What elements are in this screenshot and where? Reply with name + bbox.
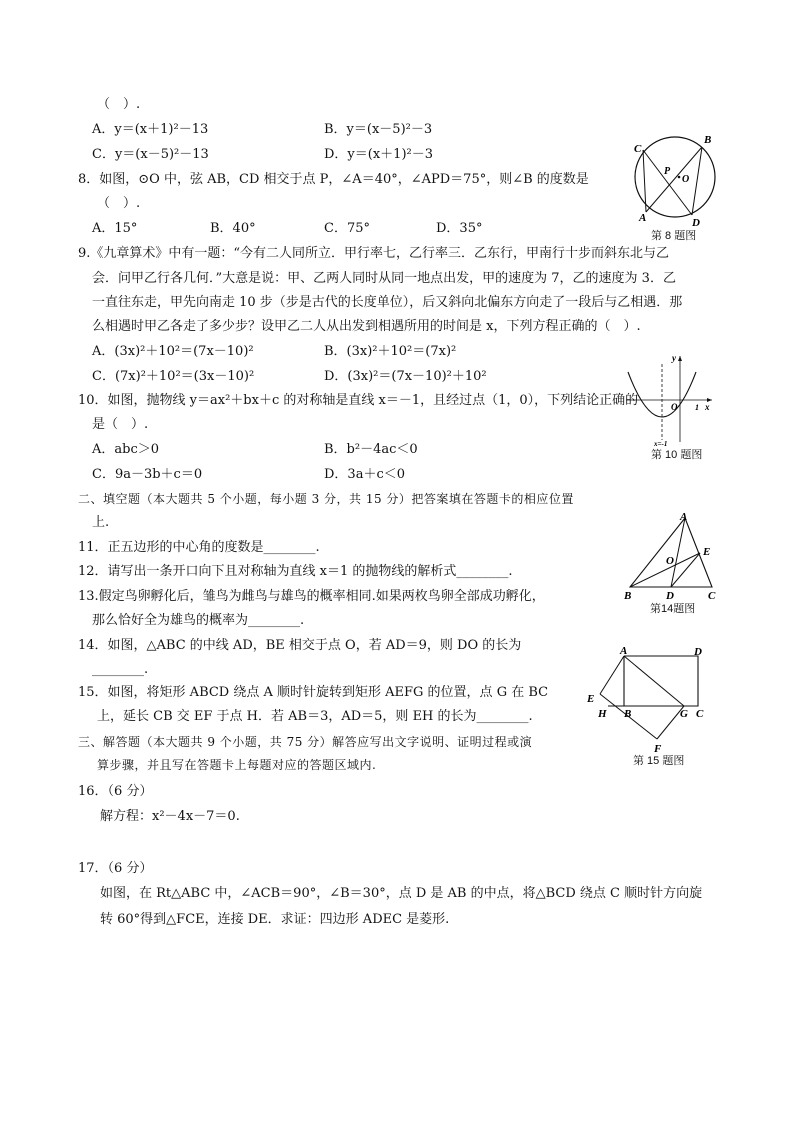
fig8-label-c: C	[634, 143, 642, 155]
q8-option-b: B．40°	[210, 221, 256, 236]
section-3-heading: 三、解答题（本大题共 9 个小题，共 75 分）解答应写出文字说明、证明过程或演	[78, 735, 533, 749]
q10-stem: 10．如图，抛物线 y＝ax²＋bx＋c 的对称轴是直线 x＝－1，且经过点（1，0），下列结论正确的	[78, 393, 639, 408]
fig15-label-f: F	[654, 743, 662, 754]
q9-option-c: C．(7x)²＋10²＝(3x－10)²	[92, 369, 255, 384]
fig15-label-g: G	[680, 708, 688, 720]
fig8-caption: 第 8 题图	[651, 230, 697, 242]
section-2-heading-cont: 上.	[92, 515, 110, 530]
fig8-label-a: A	[639, 212, 647, 224]
q7-answer-paren: （ ）.	[97, 97, 141, 112]
q16-heading: 16．（6 分）	[78, 784, 153, 799]
fig8-label-b: B	[704, 134, 712, 146]
figure-8-circle-diagram	[628, 130, 718, 230]
fig14-label-a: A	[680, 511, 688, 523]
q14-stem: 14．如图，△ABC 的中线 AD，BE 相交于点 O，若 AD＝9，则 DO 的长为	[78, 638, 522, 653]
q13-stem-1: 13.假定鸟卵孵化后，雏鸟为雌鸟与雄鸟的概率相同.如果两枚鸟卵全部成功孵化，	[78, 589, 545, 604]
figure-15-rectangle-diagram	[582, 644, 716, 754]
q9-stem-1: 9.《九章算术》中有一题：“今有二人同所立．甲行率七，乙行率三．乙东行，甲南行十步而斜东北与乙	[78, 246, 670, 261]
q17-stem-2: 转 60°得到△FCE，连接 DE．求证：四边形 ADEC 是菱形.	[100, 912, 450, 927]
fig15-label-a: A	[620, 645, 628, 657]
q8-option-c: C．75°	[324, 221, 370, 236]
q9-option-a: A．(3x)²＋10²＝(7x－10)²	[92, 344, 254, 359]
fig8-label-o: O	[682, 174, 690, 185]
q10-option-c: C．9a－3b＋c＝0	[92, 467, 203, 482]
fig14-label-b: B	[624, 590, 632, 602]
figure-10-parabola-diagram	[622, 352, 714, 448]
fig15-label-d: D	[694, 646, 702, 658]
fig15-caption: 第 15 题图	[633, 755, 685, 767]
q17-stem-1: 如图，在 Rt△ABC 中，∠ACB＝90°，∠B＝30°，点 D 是 AB 的中点，将△BCD 绕点 C 顺时针方向旋	[100, 886, 703, 901]
q9-option-b: B．(3x)²＋10²＝(7x)²	[324, 344, 457, 359]
q8-stem: 8．如图，⊙O 中，弦 AB，CD 相交于点 P，∠A＝40°，∠APD＝75°，则∠B 的度数是	[78, 172, 589, 187]
fig14-label-e: E	[703, 546, 711, 558]
q10-option-a: A．abc＞0	[92, 442, 160, 457]
q10-option-b: B．b²－4ac＜0	[324, 442, 418, 457]
q8-option-a: A．15°	[92, 221, 138, 236]
fig15-label-e: E	[587, 693, 595, 705]
fig10-label-x: x	[705, 402, 710, 412]
fig10-label-o: O	[671, 402, 678, 412]
q9-stem-3: 一直往东走，甲先向南走 10 步（步是古代的长度单位），后又斜向北偏东方向走了一段后与乙相遇．那	[92, 295, 683, 310]
q13-stem-2: 那么恰好全为雄鸟的概率为________.	[92, 613, 305, 628]
q7-option-a: A．y＝(x＋1)²－13	[92, 122, 209, 137]
q9-stem-4: 么相遇时甲乙各走了多少步？设甲乙二人从出发到相遇所用的时间是 x，下列方程正确的（ ）.	[92, 319, 641, 334]
q17-heading: 17．（6 分）	[78, 861, 153, 876]
q7-option-b: B．y＝(x－5)²－3	[324, 122, 433, 137]
fig15-label-h: H	[598, 708, 607, 720]
q10-stem-2: 是（ ）.	[92, 417, 149, 432]
q14-blank: ________.	[92, 662, 149, 677]
q8-option-d: D．35°	[436, 221, 483, 236]
q8-answer-paren: （ ）.	[97, 196, 141, 211]
fig15-label-b: B	[624, 708, 632, 720]
q16-stem: 解方程：x²－4x－7＝0.	[100, 809, 240, 824]
q15-stem-1: 15．如图，将矩形 ABCD 绕点 A 顺时针旋转到矩形 AEFG 的位置，点 G 在 BC	[78, 685, 549, 700]
q15-stem-2: 上，延长 CB 交 EF 于点 H．若 AB＝3，AD＝5，则 EH 的长为________.	[97, 709, 533, 724]
fig8-label-d: D	[692, 217, 700, 229]
q7-option-d: D．y＝(x＋1)²－3	[324, 147, 433, 162]
fig14-caption: 第14题图	[650, 603, 696, 615]
fig14-label-d: D	[666, 590, 674, 602]
section-2-heading: 二、填空题（本大题共 5 个小题，每小题 3 分，共 15 分）把答案填在答题卡的相应位置	[78, 492, 574, 506]
fig15-label-c: C	[696, 708, 704, 720]
fig14-label-o: O	[666, 555, 674, 567]
q11-stem: 11．正五边形的中心角的度数是________.	[78, 540, 320, 555]
q7-option-c: C．y＝(x－5)²－13	[92, 147, 209, 162]
fig14-label-c: C	[708, 590, 716, 602]
q10-option-d: D．3a＋c＜0	[324, 467, 405, 482]
fig10-label-y: y	[672, 353, 676, 363]
figure-14-triangle-diagram	[620, 510, 720, 602]
q12-stem: 12．请写出一条开口向下且对称轴为直线 x＝1 的抛物线的解析式________.	[78, 564, 513, 579]
section-3-heading-cont: 算步骤，并且写在答题卡上每题对应的答题区域内.	[97, 758, 377, 772]
q9-option-d: D．(3x)²＝(7x－10)²＋10²	[324, 369, 487, 384]
fig10-caption: 第 10 题图	[651, 449, 703, 461]
fig8-label-p: P	[664, 166, 671, 177]
fig10-label-1: 1	[695, 403, 699, 412]
q9-stem-2: 会．问甲乙行各几何．”大意是说：甲、乙两人同时从同一地点出发，甲的速度为 7，乙的速度为 3．乙	[92, 271, 676, 286]
fig10-label-axis: x=-1	[654, 440, 668, 448]
